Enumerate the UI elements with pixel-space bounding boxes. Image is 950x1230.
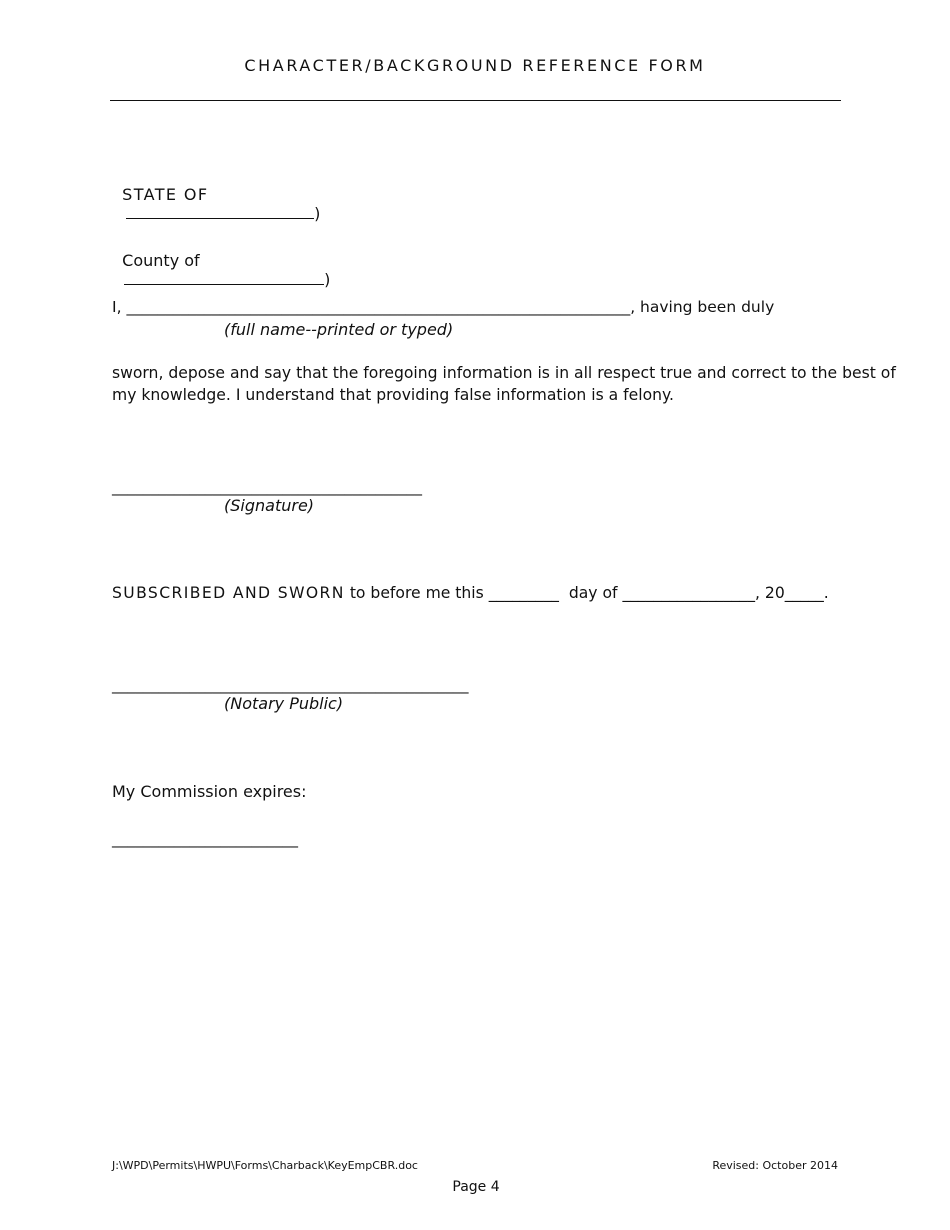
- footer-file-path: J:\WPD\Permits\HWPU\Forms\Charback\KeyEmpCBR.doc: [112, 1159, 418, 1172]
- sworn-row: [112, 584, 829, 602]
- commission-expiry-field[interactable]: ________________________: [112, 830, 298, 848]
- page-number: Page 4: [452, 1179, 500, 1195]
- form-title: CHARACTER/BACKGROUND REFERENCE FORM: [244, 56, 706, 75]
- notary-caption: (Notary Public): [224, 694, 344, 713]
- county-label: County of: [122, 251, 200, 270]
- county-close-paren: ): [324, 270, 331, 289]
- sworn-lead: SUBSCRIBED AND SWORN: [112, 584, 345, 602]
- affiant-row: [112, 298, 774, 316]
- affiant-suffix: , having been duly: [630, 298, 775, 316]
- full-name-field[interactable]: _________________________________________________________________: [126, 298, 631, 316]
- state-label: STATE OF: [122, 185, 209, 204]
- state-row: [112, 166, 320, 223]
- sworn-text-2: day of: [558, 584, 623, 602]
- county-field[interactable]: [124, 270, 324, 285]
- title-divider: [110, 100, 841, 101]
- sworn-text-1: to before me this: [344, 584, 489, 602]
- state-field[interactable]: [126, 204, 314, 219]
- commission-label: My Commission expires:: [112, 782, 307, 801]
- footer-revised-date: Revised: October 2014: [712, 1159, 838, 1172]
- affiant-prefix: I,: [112, 298, 127, 316]
- affidavit-text-line-1: sworn, depose and say that the foregoing information is in all respect true and correct to the best of: [112, 364, 896, 382]
- affidavit-text-line-2: my knowledge. I understand that providing false information is a felony.: [112, 386, 674, 404]
- signature-field[interactable]: ________________________________________: [112, 478, 422, 496]
- full-name-caption: (full name--printed or typed): [224, 320, 454, 339]
- month-field[interactable]: _________________: [622, 584, 755, 602]
- sworn-end: .: [823, 584, 829, 602]
- signature-caption: (Signature): [224, 496, 315, 515]
- notary-signature-field[interactable]: ______________________________________________: [112, 676, 469, 694]
- state-close-paren: ): [314, 204, 321, 223]
- county-row: [112, 232, 330, 289]
- year-field[interactable]: _____: [784, 584, 824, 602]
- day-field[interactable]: _________: [488, 584, 559, 602]
- sworn-text-3: , 20: [755, 584, 785, 602]
